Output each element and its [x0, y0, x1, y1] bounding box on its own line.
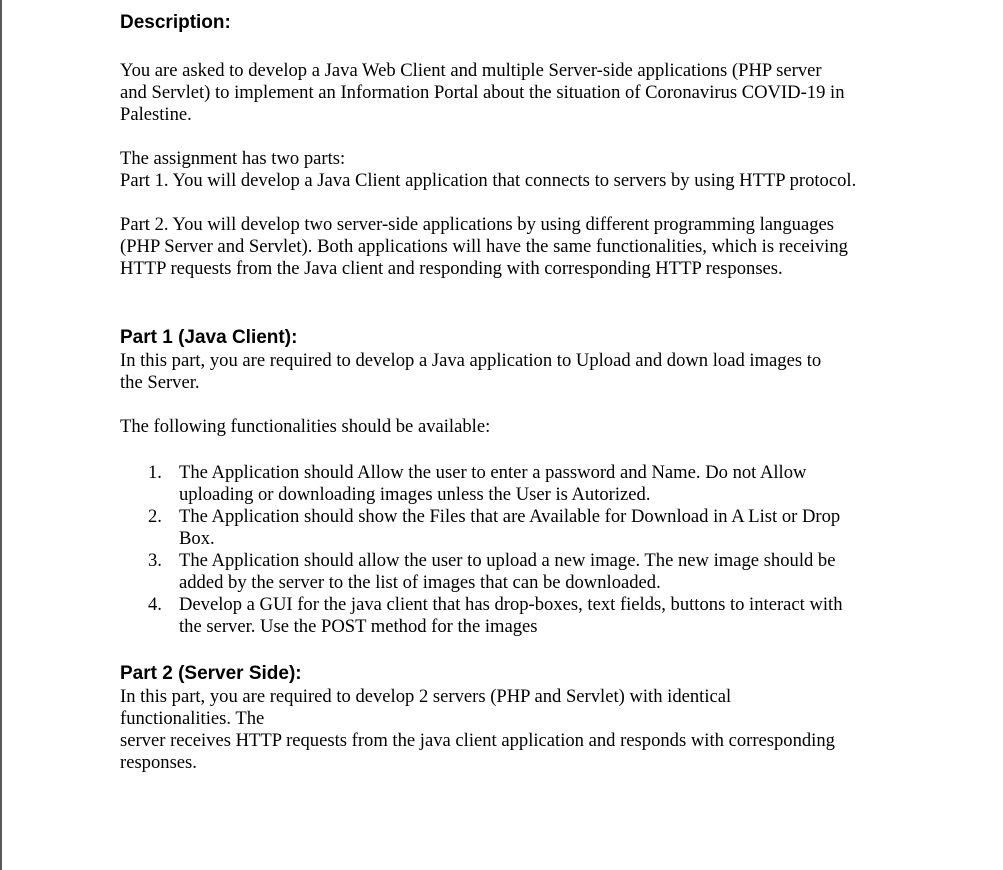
- functionalities-intro: The following functionalities should be available:: [120, 416, 491, 437]
- text-line: the server. Use the POST method for the images: [179, 616, 538, 637]
- list-item: [120, 462, 900, 506]
- spacer: [120, 34, 900, 56]
- text-line: The Application should Allow the user to enter a password and Name. Do not Allow: [179, 462, 807, 483]
- list-item-number: 4.: [148, 594, 162, 615]
- list-item: [120, 506, 900, 550]
- description-heading: Description:: [120, 12, 231, 33]
- text-line: uploading or downloading images unless the User is Autorized.: [179, 484, 651, 505]
- text-line: (PHP Server and Servlet). Both applications will have the same functionalities, which is receiving: [120, 236, 848, 257]
- part2-summary-paragraph: [120, 214, 900, 280]
- list-item: [120, 594, 900, 638]
- text-line: The Application should allow the user to upload a new image. The new image should be: [179, 550, 836, 571]
- list-item-number: 3.: [148, 550, 162, 571]
- part2-heading: Part 2 (Server Side):: [120, 663, 302, 684]
- spacer: [120, 126, 900, 148]
- description-intro-paragraph: [120, 60, 900, 126]
- text-line: Box.: [179, 528, 215, 549]
- text-line: responses.: [120, 752, 197, 773]
- text-line: Develop a GUI for the java client that has drop-boxes, text fields, buttons to interact with: [179, 594, 843, 615]
- text-line: Part 2. You will develop two server-side applications by using different programming languages: [120, 214, 834, 235]
- text-line: In this part, you are required to develop 2 servers (PHP and Servlet) with identical: [120, 686, 732, 707]
- spacer: [120, 192, 900, 214]
- assignment-paragraph: [120, 148, 900, 192]
- list-item-number: 1.: [148, 462, 162, 483]
- text-line: server receives HTTP requests from the java client application and responds with corresponding: [120, 730, 835, 751]
- list-item-number: 2.: [148, 506, 162, 527]
- document-content: [120, 12, 900, 774]
- text-line: functionalities. The: [120, 708, 265, 729]
- list-item: [120, 550, 900, 594]
- text-line: the Server.: [120, 372, 200, 393]
- text-line: The assignment has two parts:: [120, 148, 346, 169]
- part1-heading: Part 1 (Java Client):: [120, 327, 298, 348]
- text-line: and Servlet) to implement an Information Portal about the situation of Coronavirus COVID-19 in: [120, 82, 845, 103]
- page-left-border: [0, 0, 2, 870]
- text-line: In this part, you are required to develop a Java application to Upload and down load images to: [120, 350, 822, 371]
- text-line: You are asked to develop a Java Web Client and multiple Server-side applications (PHP server: [120, 60, 822, 81]
- functionality-list: [120, 462, 900, 638]
- text-line: Part 1. You will develop a Java Client application that connects to servers by using HTTP protocol.: [120, 170, 857, 191]
- spacer: [120, 438, 900, 460]
- text-line: The Application should show the Files that are Available for Download in A List or Drop: [179, 506, 841, 527]
- text-line: Palestine.: [120, 104, 192, 125]
- spacer: [120, 394, 900, 416]
- text-line: HTTP requests from the Java client and responding with corresponding HTTP responses.: [120, 258, 783, 279]
- text-line: added by the server to the list of images that can be downloaded.: [179, 572, 661, 593]
- part2-paragraph: [120, 686, 900, 774]
- part1-intro-paragraph: [120, 350, 900, 394]
